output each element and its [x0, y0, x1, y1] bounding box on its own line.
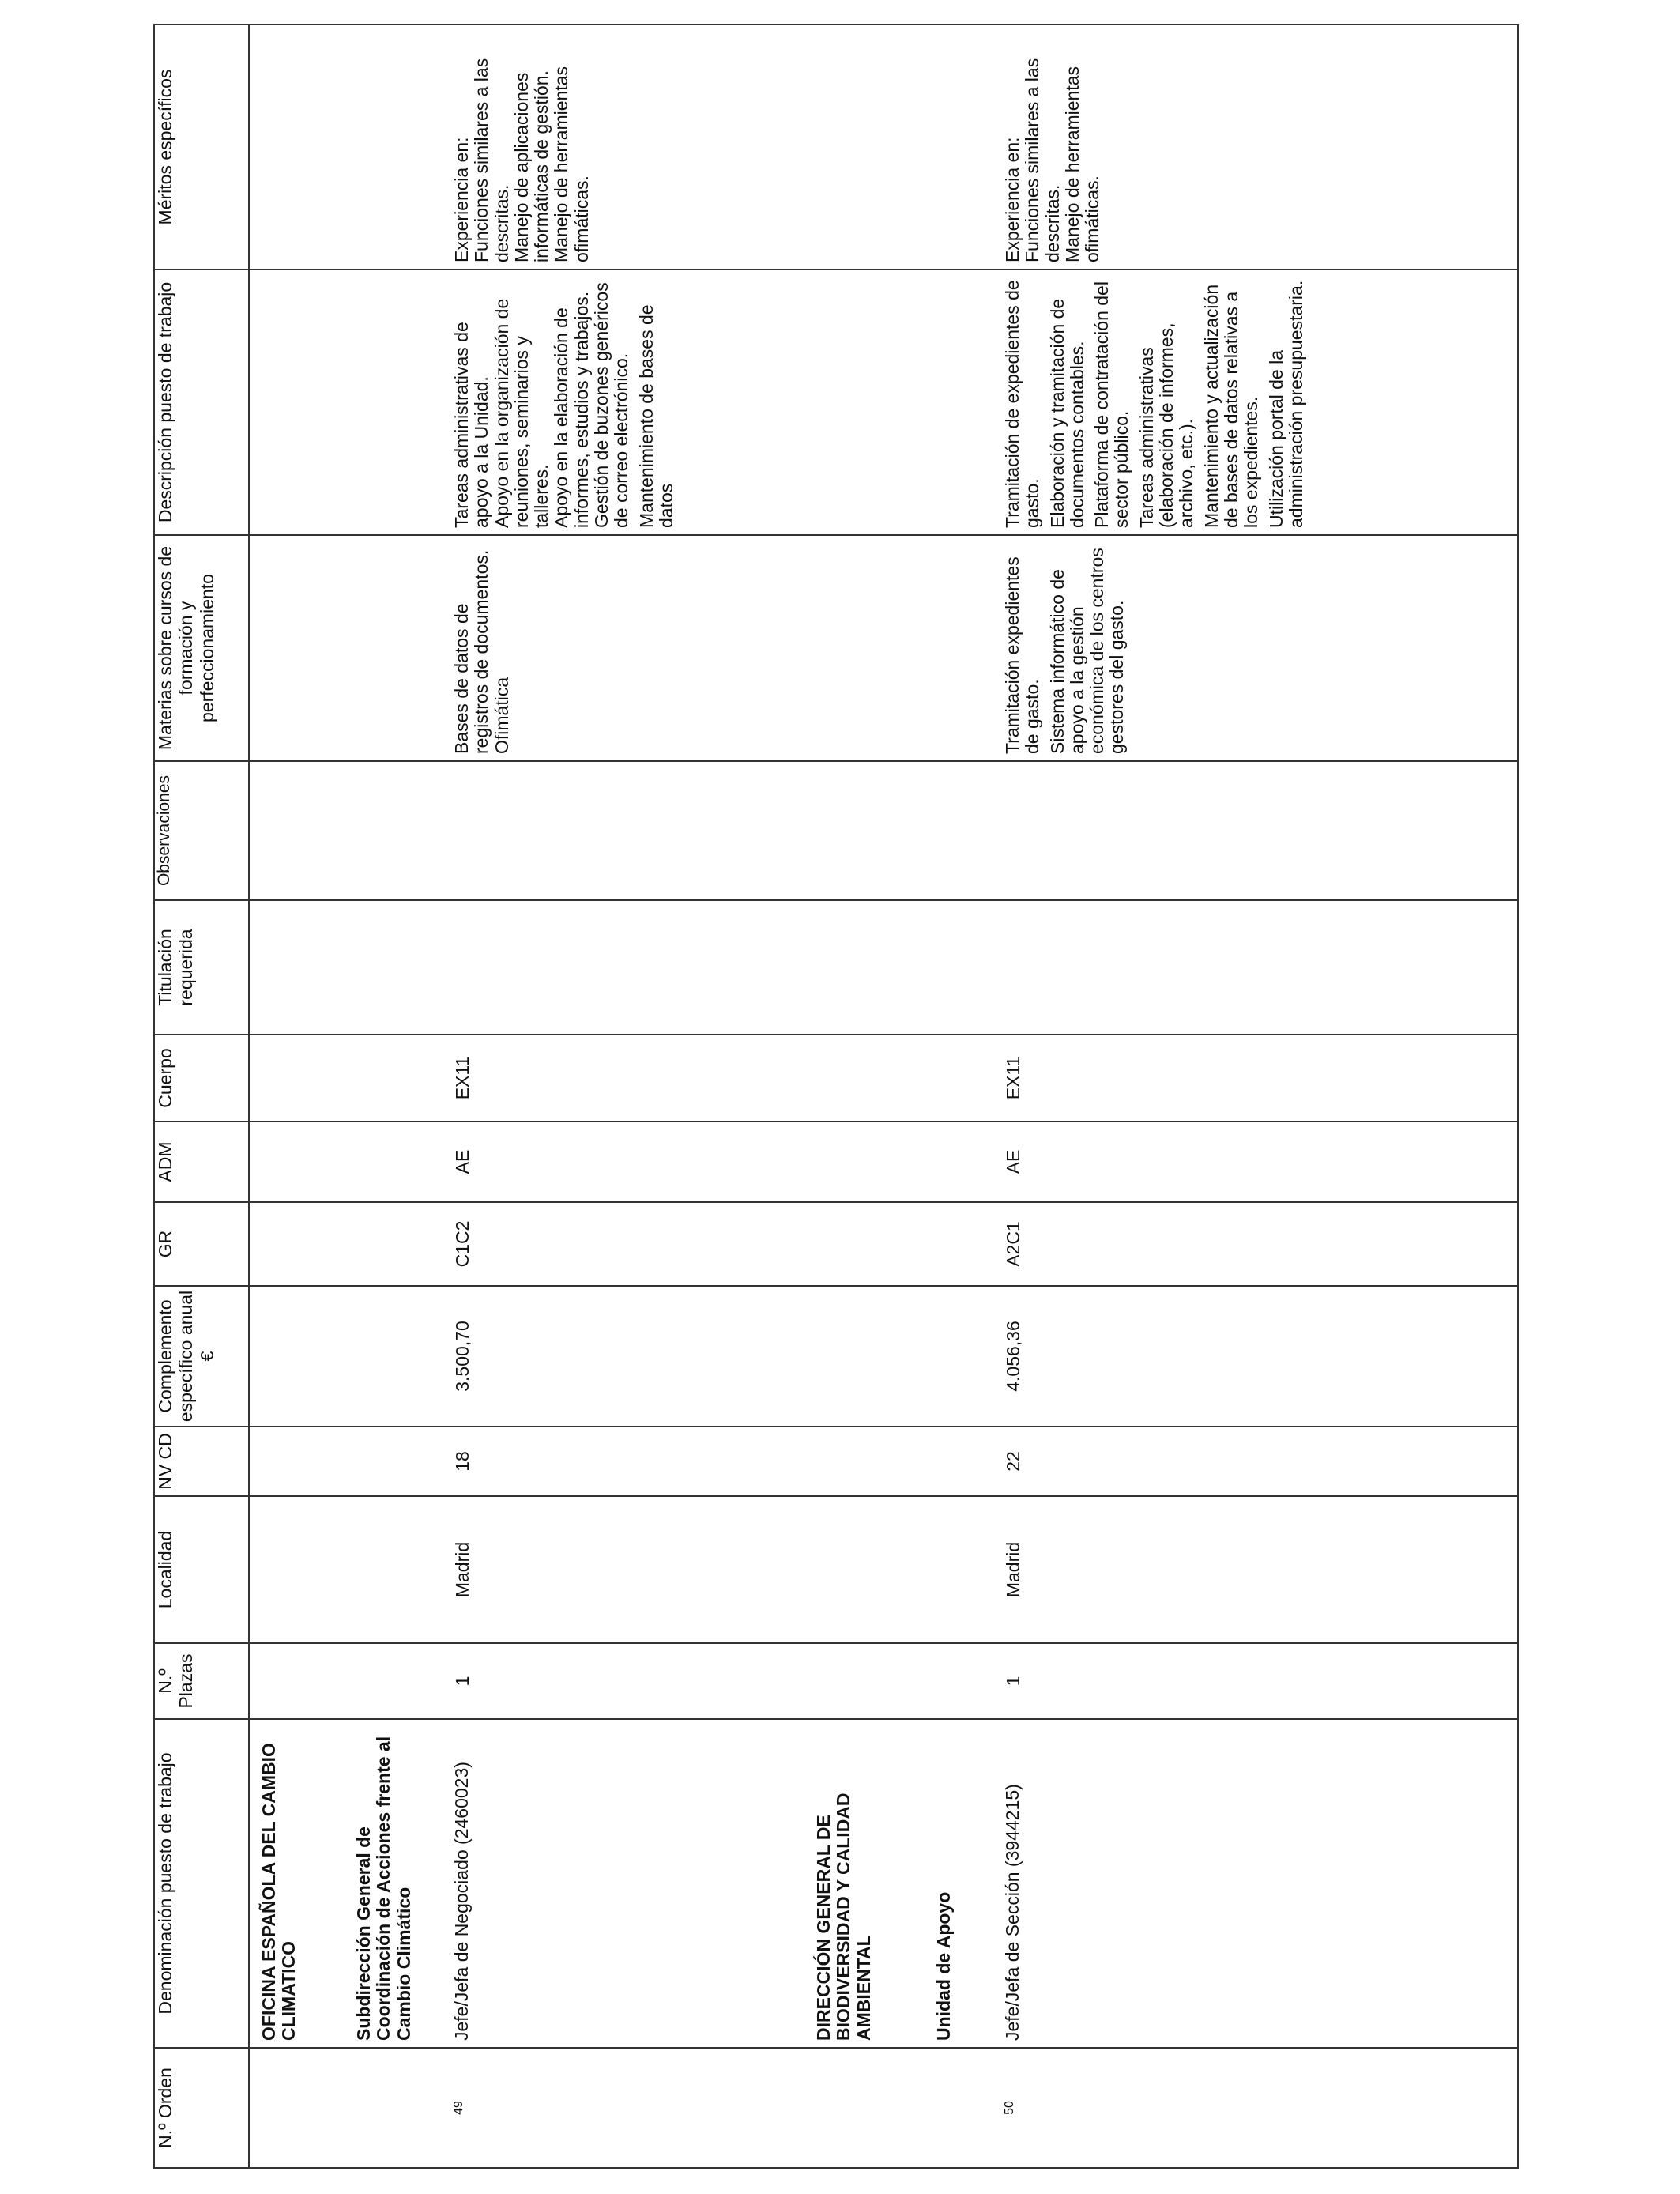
- header-titulacion: Titulación requerida: [154, 900, 249, 1035]
- nivel-50: 22: [1003, 1451, 1023, 1472]
- col-orden: [249, 2048, 1518, 2168]
- col-observaciones: [249, 761, 1518, 900]
- cuerpo-49: EX11: [452, 1056, 473, 1100]
- descripcion-item: Mantenimiento y actualización de bases de datos relativas a los expedientes.: [1200, 284, 1262, 528]
- descripcion-item: Gestión de buzones genéricos de correo electrónico.: [591, 282, 632, 528]
- descripcion-item: Tareas administrativas (elaboración de informes, archivo, etc.).: [1136, 322, 1197, 528]
- col-localidad: [249, 1496, 1518, 1643]
- col-nivel: [249, 1427, 1518, 1496]
- complemento-50: 4.056,36: [1003, 1321, 1023, 1392]
- descripcion-item: Apoyo en la organización de reuniones, seminarios y talleres.: [491, 298, 552, 528]
- col-plazas: [249, 1643, 1518, 1719]
- merito-item: Funciones similares a las descritas.: [1022, 58, 1063, 262]
- col-descripcion: [249, 270, 1518, 535]
- header-complemento: Complemento específico anual €: [154, 1286, 249, 1427]
- merito-item: Manejo de herramientas ofimáticas.: [1061, 66, 1103, 262]
- materias-50: [1003, 542, 1128, 754]
- adm-50: AE: [1003, 1149, 1023, 1174]
- orden-49: 49: [452, 2101, 465, 2115]
- header-orden: N.º Orden: [154, 2048, 249, 2168]
- orden-50: 50: [1003, 2101, 1016, 2115]
- header-cuerpo: Cuerpo: [154, 1035, 249, 1122]
- materia-item: Sistema informático de apoyo a la gestión económica de los centros gestores del gasto.: [1046, 548, 1128, 754]
- nivel-49: 18: [452, 1451, 473, 1472]
- meritos-50: [1003, 32, 1102, 262]
- positions-table: [153, 24, 1519, 2169]
- merito-item: Experiencia en:: [1002, 137, 1023, 262]
- materias-49: [452, 542, 512, 754]
- localidad-50: Madrid: [1003, 1541, 1023, 1598]
- plazas-49: 1: [452, 1676, 473, 1687]
- header-row: [154, 25, 249, 2168]
- complemento-49: 3.500,70: [452, 1321, 473, 1392]
- header-descripcion: Descripción puesto de trabajo: [154, 270, 249, 535]
- col-complemento: [249, 1286, 1518, 1427]
- materia-item: Bases de datos de registros de documentos.: [451, 549, 492, 754]
- section-direccion: DIRECCIÓN GENERAL DE BIODIVERSIDAD Y CALIDAD AMBIENTAL: [813, 1793, 874, 2041]
- header-localidad: Localidad: [154, 1496, 249, 1643]
- header-materias: Materias sobre cursos de formación y perfeccionamiento: [154, 535, 249, 761]
- table-body-row: [249, 25, 1518, 2168]
- descripcion-item: Utilización portal de la administración presupuestaria.: [1265, 280, 1306, 528]
- section-oficina: OFICINA ESPAÑOLA DEL CAMBIO CLIMATICO: [258, 1743, 299, 2041]
- header-denominacion: Denominación puesto de trabajo: [154, 1719, 249, 2048]
- adm-49: AE: [452, 1149, 473, 1174]
- descripcion-item: Elaboración y tramitación de documentos contables.: [1046, 298, 1087, 528]
- cuerpo-50: EX11: [1003, 1056, 1023, 1100]
- descripcion-item: Tareas administrativas de apoyo a la Unidad.: [451, 322, 492, 528]
- col-meritos: [249, 25, 1518, 270]
- merito-item: Experiencia en:: [451, 137, 472, 262]
- materia-item: Tramitación expedientes de gasto.: [1002, 556, 1043, 754]
- header-adm: ADM: [154, 1122, 249, 1202]
- descripcion-49: [452, 277, 676, 528]
- header-observaciones: Observaciones: [154, 761, 249, 900]
- plazas-50: 1: [1003, 1676, 1023, 1687]
- section-subdireccion: Subdirección General de Coordinación de Acciones frente al Cambio Climático: [353, 1736, 414, 2041]
- merito-item: Manejo de herramientas ofimáticas.: [551, 66, 592, 262]
- grupo-49: C1C2: [452, 1220, 473, 1268]
- col-grupo: [249, 1202, 1518, 1286]
- descripcion-item: Apoyo en la elaboración de informes, estudios y trabajos.: [551, 291, 592, 528]
- header-nivel: NV CD: [154, 1427, 249, 1496]
- merito-item: Funciones similares a las descritas.: [471, 58, 512, 262]
- materia-item: Ofimática: [491, 677, 512, 754]
- col-titulacion: [249, 900, 1518, 1035]
- descripcion-item: Plataforma de contratación del sector público.: [1091, 281, 1132, 528]
- col-adm: [249, 1122, 1518, 1202]
- denominacion-49: Jefe/Jefa de Negociado (2460023): [451, 1762, 472, 2041]
- section-unidad: Unidad de Apoyo: [933, 1891, 954, 2041]
- descripcion-50: [1003, 277, 1306, 528]
- col-materias: [249, 535, 1518, 761]
- col-denominacion: [249, 1719, 1518, 2048]
- header-meritos: Méritos específicos: [154, 25, 249, 270]
- localidad-49: Madrid: [452, 1541, 473, 1598]
- rotated-page: [153, 25, 1519, 2169]
- grupo-50: A2C1: [1003, 1221, 1023, 1267]
- col-cuerpo: [249, 1035, 1518, 1122]
- merito-item: Manejo de aplicaciones informáticas de gestión.: [510, 70, 552, 262]
- meritos-49: [452, 32, 592, 262]
- header-grupo: GR: [154, 1202, 249, 1286]
- descripcion-item: Tramitación de expedientes de gasto.: [1002, 280, 1043, 528]
- denominacion-50: Jefe/Jefa de Sección (3944215): [1002, 1784, 1023, 2041]
- header-plazas: N.º Plazas: [154, 1643, 249, 1719]
- descripcion-item: Mantenimiento de bases de datos: [635, 304, 676, 528]
